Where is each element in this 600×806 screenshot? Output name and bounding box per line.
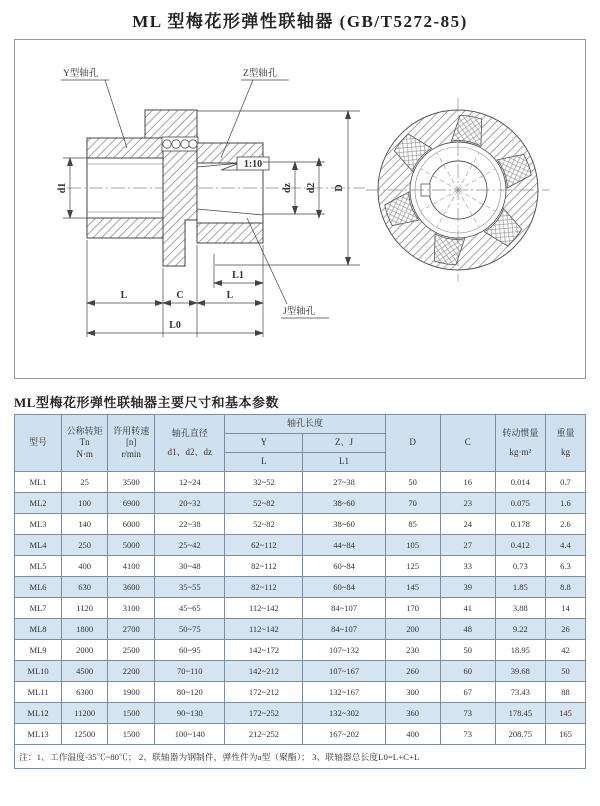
svg-text:L1: L1: [232, 270, 244, 281]
svg-text:L: L: [226, 290, 234, 301]
front-view: [366, 98, 550, 282]
cell: 26: [545, 619, 585, 640]
cell: 212~252: [225, 724, 303, 745]
header-inertia: 转动惯量 kg·m²: [495, 415, 545, 472]
z-hole-label: Z型轴孔: [243, 69, 278, 79]
cell: 172~212: [225, 682, 303, 703]
cell: 12500: [62, 724, 108, 745]
cell: 60~84: [303, 556, 385, 577]
cell: 11200: [62, 703, 108, 724]
cell: 82~112: [225, 577, 303, 598]
header-model: 型号: [15, 415, 62, 472]
header-D: D: [385, 415, 440, 472]
technical-drawing: [14, 39, 586, 379]
cell: 100~140: [155, 724, 225, 745]
right-hub: [197, 143, 269, 243]
cell: 84~107: [303, 619, 385, 640]
cell: 73: [440, 703, 495, 724]
cell: 112~142: [225, 619, 303, 640]
cell: 85: [385, 514, 440, 535]
table-row: [15, 682, 586, 703]
cell: 360: [385, 703, 440, 724]
cell: 200: [385, 619, 440, 640]
header-speed: 许用转速 [n] r/min: [108, 415, 155, 472]
cell: 12~24: [155, 472, 225, 493]
cell: 1800: [62, 619, 108, 640]
cell: ML5: [15, 556, 62, 577]
cell: 250: [62, 535, 108, 556]
cell: 38~60: [303, 514, 385, 535]
header-length-y: Y: [225, 434, 303, 453]
cell: 100: [62, 493, 108, 514]
cell: 84~107: [303, 598, 385, 619]
svg-text:d1: d1: [57, 182, 68, 194]
cell: 42: [545, 640, 585, 661]
cell: ML6: [15, 577, 62, 598]
cell: 112~142: [225, 598, 303, 619]
cell: 70: [385, 493, 440, 514]
cell: ML8: [15, 619, 62, 640]
table-header: [15, 415, 586, 472]
cell: 82~112: [225, 556, 303, 577]
cell: ML13: [15, 724, 62, 745]
cell: 8.8: [545, 577, 585, 598]
cell: 52~82: [225, 514, 303, 535]
cell: 0.178: [495, 514, 545, 535]
cell: 23: [440, 493, 495, 514]
cell: 400: [385, 724, 440, 745]
coupling-drawing-svg: [15, 40, 585, 378]
table-row: [15, 472, 586, 493]
cell: ML11: [15, 682, 62, 703]
table-note: 注：1、工作温度-35℃~80℃； 2、联轴器为钢制件，弹性件为a型（聚酯）； 3、联轴器总长度L0=L+C+L: [15, 745, 586, 769]
cell: 300: [385, 682, 440, 703]
cell: 132~167: [303, 682, 385, 703]
cell: 90~130: [155, 703, 225, 724]
cell: 167~202: [303, 724, 385, 745]
j-hole-label: J型轴孔: [283, 307, 316, 317]
cell: 50: [440, 640, 495, 661]
cell: 4500: [62, 661, 108, 682]
cell: 22~38: [155, 514, 225, 535]
header-length-group: 轴孔长度: [225, 415, 385, 434]
cell: 0.73: [495, 556, 545, 577]
cell: 32~52: [225, 472, 303, 493]
cell: 6000: [108, 514, 155, 535]
cell: 60~95: [155, 640, 225, 661]
cell: ML2: [15, 493, 62, 514]
svg-text:L: L: [120, 290, 128, 301]
cell: 1.6: [545, 493, 585, 514]
cell: ML10: [15, 661, 62, 682]
cell: 52~82: [225, 493, 303, 514]
cell: 132~302: [303, 703, 385, 724]
cell: 44~84: [303, 535, 385, 556]
cell: 50: [545, 661, 585, 682]
cell: 25~42: [155, 535, 225, 556]
cell: 6.3: [545, 556, 585, 577]
table-row: [15, 619, 586, 640]
table-row: [15, 661, 586, 682]
svg-text:d2: d2: [306, 182, 317, 194]
cell: 142~212: [225, 661, 303, 682]
cell: 230: [385, 640, 440, 661]
header-length-l1: L1: [303, 453, 385, 472]
page-title: ML 型梅花形弹性联轴器 (GB/T5272-85): [132, 12, 468, 31]
cell: 1.85: [495, 577, 545, 598]
cell: 145: [385, 577, 440, 598]
cell: 2.6: [545, 514, 585, 535]
cell: 30~48: [155, 556, 225, 577]
taper-label: 1:10: [243, 159, 263, 170]
cell: 2700: [108, 619, 155, 640]
cell: 3600: [108, 577, 155, 598]
cell: 260: [385, 661, 440, 682]
cell: 38~60: [303, 493, 385, 514]
cell: 3.88: [495, 598, 545, 619]
cell: ML1: [15, 472, 62, 493]
header-C: C: [440, 415, 495, 472]
cell: ML12: [15, 703, 62, 724]
cell: 630: [62, 577, 108, 598]
cell: 70~110: [155, 661, 225, 682]
cell: 125: [385, 556, 440, 577]
cell: 48: [440, 619, 495, 640]
cell: 1500: [108, 724, 155, 745]
svg-text:C: C: [176, 290, 184, 301]
cell: 60: [440, 661, 495, 682]
cell: 4.4: [545, 535, 585, 556]
cell: 5000: [108, 535, 155, 556]
table-body: [15, 472, 586, 745]
table-row: [15, 703, 586, 724]
cell: 6300: [62, 682, 108, 703]
cell: 50: [385, 472, 440, 493]
cell: 16: [440, 472, 495, 493]
spec-table: [14, 414, 586, 769]
cell: 3100: [108, 598, 155, 619]
cell: 140: [62, 514, 108, 535]
cell: 24: [440, 514, 495, 535]
cell: 2000: [62, 640, 108, 661]
table-row: [15, 598, 586, 619]
table-row: [15, 493, 586, 514]
cell: 165: [545, 724, 585, 745]
cell: 39.68: [495, 661, 545, 682]
cell: 4100: [108, 556, 155, 577]
table-row: [15, 640, 586, 661]
cell: 1500: [108, 703, 155, 724]
header-weight: 重量 kg: [545, 415, 585, 472]
header-torque: 公称转矩 Tn N·m: [62, 415, 108, 472]
header-length-zj: Z、J: [303, 434, 385, 453]
cell: 88: [545, 682, 585, 703]
cell: 0.014: [495, 472, 545, 493]
header-length-l: L: [225, 453, 303, 472]
cell: 73.43: [495, 682, 545, 703]
cell: 9.22: [495, 619, 545, 640]
cell: 0.412: [495, 535, 545, 556]
cell: 1120: [62, 598, 108, 619]
cell: 33: [440, 556, 495, 577]
cell: 27~38: [303, 472, 385, 493]
cell: 178.45: [495, 703, 545, 724]
cell: 18.95: [495, 640, 545, 661]
cell: 2200: [108, 661, 155, 682]
table-row: [15, 514, 586, 535]
cell: 39: [440, 577, 495, 598]
cell: 107~167: [303, 661, 385, 682]
cell: 172~252: [225, 703, 303, 724]
cell: 50~75: [155, 619, 225, 640]
table-row: [15, 535, 586, 556]
header-bore: 轴孔直径 d1、d2、dz: [155, 415, 225, 472]
cell: 208.75: [495, 724, 545, 745]
cell: 60~84: [303, 577, 385, 598]
cell: 20~32: [155, 493, 225, 514]
spider-element: [145, 110, 198, 266]
cell: 170: [385, 598, 440, 619]
svg-text:D: D: [334, 184, 345, 192]
cell: 62~112: [225, 535, 303, 556]
cell: 14: [545, 598, 585, 619]
cell: 80~120: [155, 682, 225, 703]
cell: 0.075: [495, 493, 545, 514]
cell: 6900: [108, 493, 155, 514]
table-row: [15, 556, 586, 577]
cell: ML4: [15, 535, 62, 556]
cell: 1900: [108, 682, 155, 703]
svg-text:dz: dz: [282, 183, 293, 193]
cell: ML7: [15, 598, 62, 619]
cell: 145: [545, 703, 585, 724]
cell: 27: [440, 535, 495, 556]
cell: 67: [440, 682, 495, 703]
cell: 142~172: [225, 640, 303, 661]
cell: 73: [440, 724, 495, 745]
cell: 25: [62, 472, 108, 493]
cell: 2500: [108, 640, 155, 661]
table-title: ML型梅花形弹性联轴器主要尺寸和基本参数: [14, 395, 279, 410]
cell: ML9: [15, 640, 62, 661]
cell: 0.7: [545, 472, 585, 493]
svg-text:L0: L0: [169, 320, 181, 331]
cell: 107~132: [303, 640, 385, 661]
cell: 45~65: [155, 598, 225, 619]
cell: 105: [385, 535, 440, 556]
y-hole-label: Y型轴孔: [63, 69, 99, 79]
cell: 3500: [108, 472, 155, 493]
cell: 400: [62, 556, 108, 577]
cell: ML3: [15, 514, 62, 535]
cell: 41: [440, 598, 495, 619]
table-row: [15, 724, 586, 745]
cell: 35~55: [155, 577, 225, 598]
table-row: [15, 577, 586, 598]
